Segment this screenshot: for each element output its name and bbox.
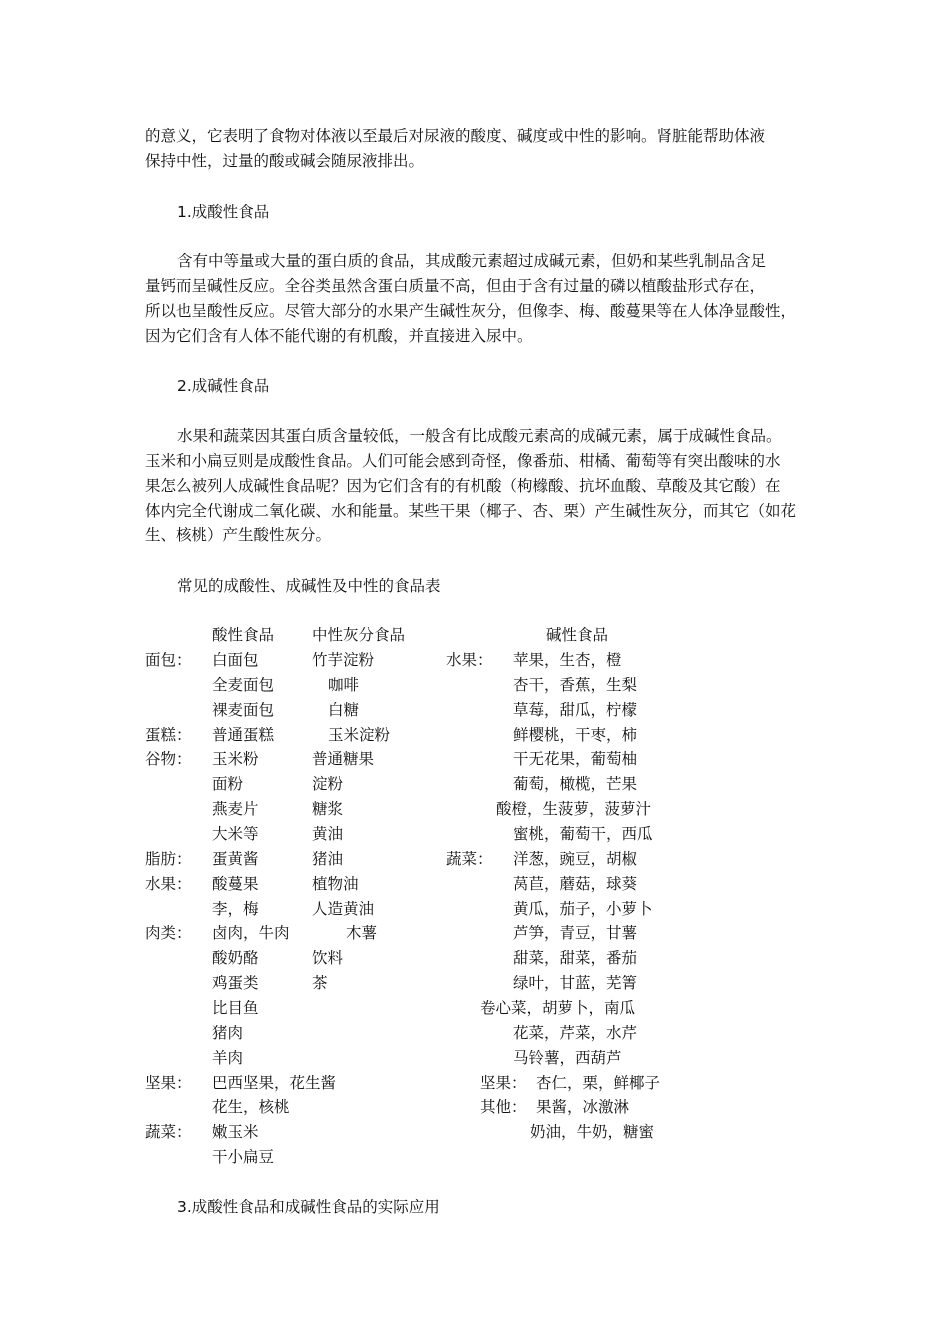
neutral-food-cell: 植物油 xyxy=(312,874,359,893)
alkaline-category: 水果： xyxy=(446,651,493,669)
neutral-food-cell: 白糖 xyxy=(328,700,360,719)
alkaline-food-cell: 葡萄，橄榄，芒果 xyxy=(513,775,638,794)
acid-food-cell: 燕麦片 xyxy=(212,800,259,819)
alkaline-food-cell: 甜菜，甜菜，番茄 xyxy=(513,949,638,968)
alkaline-food-cell: 果酱，冰激淋 xyxy=(536,1098,630,1117)
alkaline-food-cell: 杏干，香蕉，生梨 xyxy=(513,675,638,694)
acid-food-cell: 白面包 xyxy=(212,651,259,669)
neutral-food-cell: 木薯 xyxy=(346,924,378,943)
alkaline-food-cell: 鲜樱桃，干枣，柿 xyxy=(513,725,638,744)
alkaline-food-cell: 苹果，生杏，橙 xyxy=(513,651,622,669)
section1-line-3: 所以也呈酸性反应。尽管大部分的水果产生碱性灰分，但像李、梅、酸蔓果等在人体净显酸性， xyxy=(145,302,797,320)
alkaline-food-cell: 莴苣，蘑菇，球葵 xyxy=(513,874,638,893)
section1-line-1: 含有中等量或大量的蛋白质的食品，其成酸元素超过成碱元素，但奶和某些乳制品含足 xyxy=(177,252,767,270)
acid-food-cell: 比目鱼 xyxy=(212,998,259,1017)
alkaline-food-cell: 酸橙，生菠萝，菠萝汁 xyxy=(496,800,652,819)
section2-line-1: 水果和蔬菜因其蛋白质含量较低，一般含有比成酸元素高的成碱元素，属于成碱性食品。 xyxy=(177,427,782,445)
acid-food-cell: 酸奶酪 xyxy=(212,949,259,968)
section1-heading: 1.成酸性食品 xyxy=(177,203,270,221)
alkaline-food-cell: 草莓，甜瓜，柠檬 xyxy=(513,700,638,719)
row-category: 面包： xyxy=(145,651,192,669)
intro-line-2: 保持中性，过量的酸或碱会随尿液排出。 xyxy=(145,152,425,170)
row-category: 水果： xyxy=(145,874,192,893)
acid-food-cell: 鸡蛋类 xyxy=(212,974,259,992)
intro-line-1: 的意义，它表明了食物对体液以至最后对尿液的酸度、碱度或中性的影响。肾脏能帮助体液 xyxy=(145,127,766,145)
section2-line-2: 玉米和小扁豆则是成酸性食品。人们可能会感到奇怪，像番茄、柑橘、葡萄等有突出酸味的水 xyxy=(145,452,781,470)
alkaline-category: 蔬菜： xyxy=(446,849,493,868)
alkaline-food-cell: 奶油，牛奶，糖蜜 xyxy=(530,1123,655,1142)
neutral-food-cell: 饮料 xyxy=(312,949,344,968)
alkaline-food-cell: 花菜，芹菜，水芹 xyxy=(513,1023,638,1042)
acid-food-cell: 全麦面包 xyxy=(212,675,275,694)
alkaline-category: 其他： xyxy=(480,1098,527,1117)
acid-food-cell: 猪肉 xyxy=(212,1023,244,1042)
row-category: 蔬菜： xyxy=(145,1123,192,1142)
acid-food-cell: 卤肉，牛肉 xyxy=(212,924,290,943)
row-category: 坚果： xyxy=(145,1073,192,1092)
neutral-food-cell: 糖浆 xyxy=(312,800,344,819)
acid-food-cell: 巴西坚果，花生酱 xyxy=(212,1073,337,1092)
table-caption: 常见的成酸性、成碱性及中性的食品表 xyxy=(177,577,441,595)
acid-food-cell: 花生，核桃 xyxy=(212,1098,290,1117)
header-acid: 酸性食品 xyxy=(212,626,275,644)
acid-food-cell: 大米等 xyxy=(212,825,259,843)
row-category: 脂肪： xyxy=(145,849,192,868)
section2-heading: 2.成碱性食品 xyxy=(177,377,270,395)
header-neutral: 中性灰分食品 xyxy=(312,626,406,644)
acid-food-cell: 蛋黄酱 xyxy=(212,849,259,868)
section1-line-2: 量钙而呈碱性反应。全谷类虽然含蛋白质量不高，但由于含有过量的磷以植酸盐形式存在， xyxy=(145,277,766,295)
neutral-food-cell: 人造黄油 xyxy=(312,899,375,918)
alkaline-category: 坚果： xyxy=(480,1073,527,1092)
section2-line-3: 果怎么被列人成碱性食品呢？因为它们含有的有机酸（枸橼酸、抗坏血酸、草酸及其它酸）在 xyxy=(145,477,781,495)
alkaline-food-cell: 芦笋，青豆，甘薯 xyxy=(513,924,638,943)
section3-heading: 3.成酸性食品和成碱性食品的实际应用 xyxy=(177,1198,440,1216)
row-category: 蛋糕： xyxy=(145,725,192,744)
neutral-food-cell: 咖啡 xyxy=(328,675,360,694)
alkaline-food-cell: 洋葱，豌豆，胡椒 xyxy=(513,849,638,868)
acid-food-cell: 羊肉 xyxy=(212,1048,244,1067)
section2-line-5: 生、核桃）产生酸性灰分。 xyxy=(145,526,332,544)
alkaline-food-cell: 干无花果，葡萄柚 xyxy=(513,750,638,769)
neutral-food-cell: 竹芋淀粉 xyxy=(312,651,375,669)
acid-food-cell: 酸蔓果 xyxy=(212,874,259,893)
acid-food-cell: 李，梅 xyxy=(212,899,259,918)
neutral-food-cell: 玉米淀粉 xyxy=(328,725,391,744)
alkaline-food-cell: 绿叶，甘蓝，芜箐 xyxy=(513,974,638,992)
neutral-food-cell: 普通糖果 xyxy=(312,750,375,769)
alkaline-food-cell: 黄瓜，茄子，小萝卜 xyxy=(513,899,653,918)
section2-line-4: 体内完全代谢成二氧化碳、水和能量。某些干果（椰子、杏、栗）产生碱性灰分，而其它（如花 xyxy=(145,502,797,520)
acid-food-cell: 普通蛋糕 xyxy=(212,725,275,744)
section1-line-4: 因为它们含有人体不能代谢的有机酸，并直接进入尿中。 xyxy=(145,327,533,345)
acid-food-cell: 裸麦面包 xyxy=(212,700,275,719)
neutral-food-cell: 黄油 xyxy=(312,825,344,843)
alkaline-food-cell: 马铃薯，西葫芦 xyxy=(513,1048,622,1067)
acid-food-cell: 面粉 xyxy=(212,775,244,794)
acid-food-cell: 玉米粉 xyxy=(212,750,259,769)
neutral-food-cell: 淀粉 xyxy=(312,775,344,794)
alkaline-food-cell: 卷心菜，胡萝卜，南瓜 xyxy=(480,998,636,1017)
alkaline-food-cell: 杏仁，栗，鲜椰子 xyxy=(536,1073,661,1092)
header-alkaline: 碱性食品 xyxy=(546,626,609,644)
alkaline-food-cell: 蜜桃，葡萄干，西瓜 xyxy=(513,825,653,843)
row-category: 谷物： xyxy=(145,750,192,769)
row-category: 肉类： xyxy=(145,924,192,943)
neutral-food-cell: 茶 xyxy=(312,974,328,992)
neutral-food-cell: 猪油 xyxy=(312,849,344,868)
acid-food-cell: 干小扁豆 xyxy=(212,1148,275,1166)
acid-food-cell: 嫩玉米 xyxy=(212,1123,259,1142)
